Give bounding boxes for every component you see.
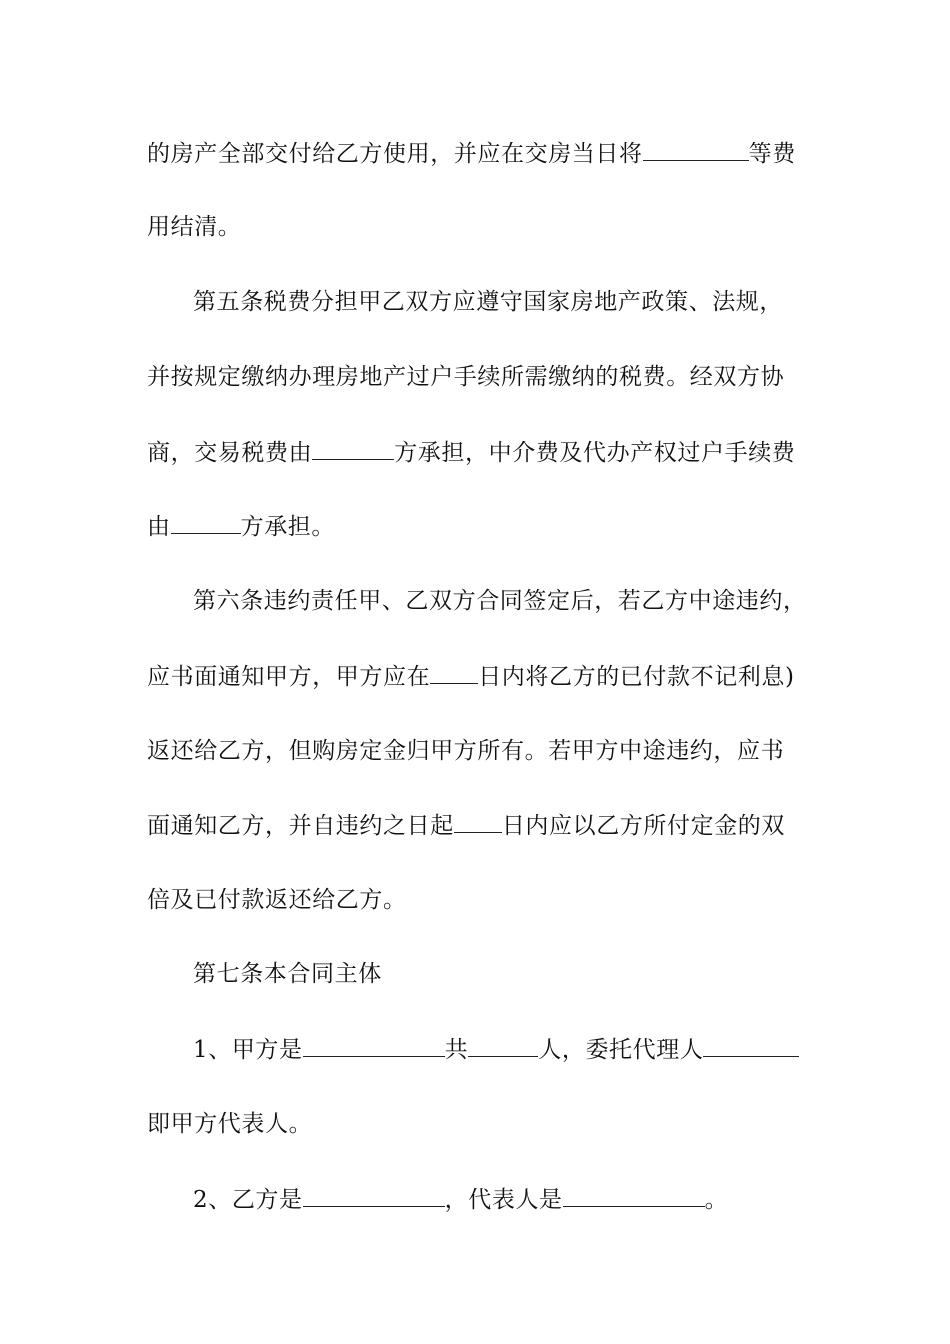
text-line [147,661,807,692]
clause-heading-7 [193,959,853,989]
text-line [147,1109,807,1139]
text-segment: 日内将乙方的已付款不记利息) [478,664,795,690]
text-segment: 第七条本合同主体 [193,961,382,987]
text-segment: 日内应以乙方所付定金的双 [501,813,786,839]
text-segment: 共 [444,1037,469,1063]
party-b-rep-blank [563,1184,705,1207]
text-segment: 1、甲方是 [193,1037,303,1063]
text-segment: 即甲方代表人。 [147,1111,313,1137]
party-b-name-blank [303,1184,445,1207]
text-segment: 并按规定缴纳办理房地产过户手续所需缴纳的税费。经双方协 [147,364,785,390]
text-line [147,138,807,169]
text-segment: 方承担。 [240,514,336,540]
text-segment: 。 [704,1187,729,1213]
text-line [147,212,807,242]
party-a-count-blank [468,1034,538,1057]
text-segment: 的房产全部交付给乙方使用，并应在交房当日将 [147,141,643,167]
text-segment: ，代表人是 [444,1187,563,1213]
party-a-name-blank [303,1034,445,1057]
text-segment: 商，交易税费由 [147,440,313,466]
text-line [147,362,807,392]
text-line [147,511,807,542]
fill-blank [430,661,478,684]
fill-blank [171,511,241,534]
text-segment: 用结清。 [147,214,242,240]
clause-heading-6 [193,586,853,616]
text-segment: 方承担，中介费及代办产权过户手续费 [394,440,796,466]
text-segment: 人，委托代理人 [538,1037,704,1063]
party-b-line [193,1184,853,1215]
agent-name-blank [703,1034,799,1057]
text-segment: 应书面通知甲方，甲方应在 [147,664,431,690]
fill-blank [312,437,394,460]
party-a-line [193,1034,853,1065]
text-segment: 第六条违约责任甲、乙双方合同签定后，若乙方中途违约， [193,588,807,614]
text-segment: 面通知乙方，并自违约之日起 [147,813,454,839]
text-segment: 返还给乙方，但购房定金归甲方所有。若甲方中途违约，应书 [147,738,785,764]
text-segment: 由 [147,514,171,540]
text-segment: 倍及已付款返还给乙方。 [147,887,407,913]
text-line [147,736,807,766]
text-line [147,437,807,468]
text-segment: 2、乙方是 [193,1187,303,1213]
fill-blank [454,810,502,833]
text-line [147,810,807,841]
text-segment: 第五条税费分担甲乙双方应遵守国家房地产政策、法规， [193,289,783,315]
text-line [147,885,807,915]
clause-heading-5 [193,287,853,317]
fill-blank [643,138,749,161]
text-segment: 等费 [748,141,796,167]
